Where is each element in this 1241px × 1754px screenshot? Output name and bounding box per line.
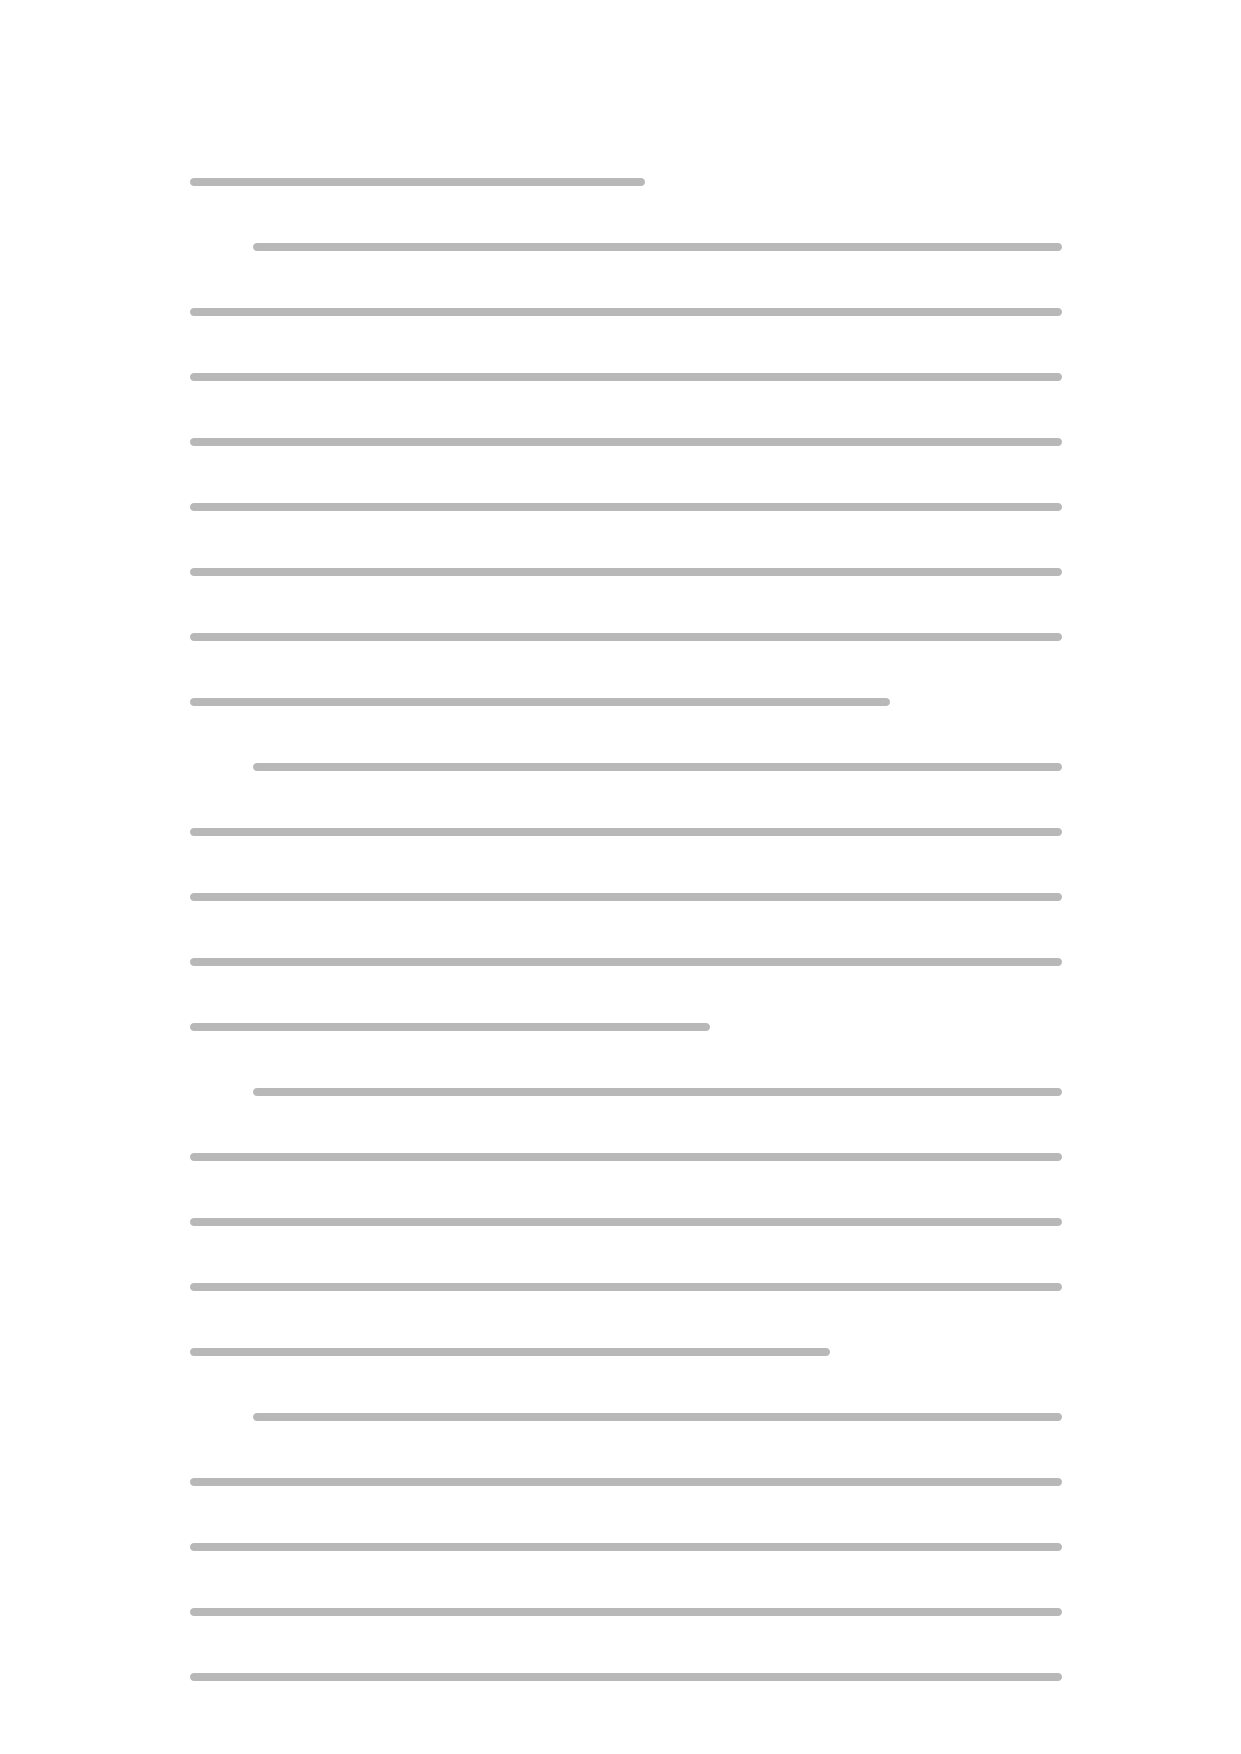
text-line	[190, 1385, 1062, 1450]
text-line-placeholder	[190, 698, 890, 706]
text-line	[190, 1060, 1062, 1125]
text-line-placeholder	[190, 893, 1062, 901]
text-line-placeholder	[253, 243, 1062, 251]
text-line	[190, 995, 1062, 1060]
text-line-placeholder	[190, 828, 1062, 836]
text-line	[190, 345, 1062, 410]
text-line	[190, 670, 1062, 735]
text-line	[190, 410, 1062, 475]
text-line-placeholder	[190, 1608, 1062, 1616]
text-line-placeholder	[190, 1023, 710, 1031]
text-line	[190, 150, 1062, 215]
text-line	[190, 475, 1062, 540]
text-line	[190, 930, 1062, 995]
text-line	[190, 1580, 1062, 1645]
text-line-placeholder	[190, 438, 1062, 446]
text-line-placeholder	[190, 1348, 830, 1356]
text-line-placeholder	[190, 1478, 1062, 1486]
text-line-placeholder	[253, 1088, 1062, 1096]
text-line	[190, 800, 1062, 865]
text-line-placeholder	[190, 503, 1062, 511]
text-line-placeholder	[253, 1413, 1062, 1421]
text-line	[190, 865, 1062, 930]
text-line	[190, 735, 1062, 800]
text-line-placeholder	[190, 1153, 1062, 1161]
text-line	[190, 215, 1062, 280]
text-line-placeholder	[253, 763, 1062, 771]
text-line	[190, 280, 1062, 345]
text-line-placeholder	[190, 1283, 1062, 1291]
text-line	[190, 1515, 1062, 1580]
text-line	[190, 1190, 1062, 1255]
text-line-placeholder	[190, 1543, 1062, 1551]
text-line	[190, 605, 1062, 670]
text-line	[190, 1645, 1062, 1710]
text-line-placeholder	[190, 568, 1062, 576]
text-line-placeholder	[190, 373, 1062, 381]
text-line	[190, 540, 1062, 605]
text-line-placeholder	[190, 308, 1062, 316]
text-line-placeholder	[190, 178, 645, 186]
text-line-placeholder	[190, 1218, 1062, 1226]
text-line	[190, 1450, 1062, 1515]
text-line-placeholder	[190, 958, 1062, 966]
text-line-placeholder	[190, 633, 1062, 641]
text-line	[190, 1320, 1062, 1385]
text-line	[190, 1125, 1062, 1190]
text-line-placeholder	[190, 1673, 1062, 1681]
text-line	[190, 1255, 1062, 1320]
body-text-column	[190, 150, 1062, 1710]
